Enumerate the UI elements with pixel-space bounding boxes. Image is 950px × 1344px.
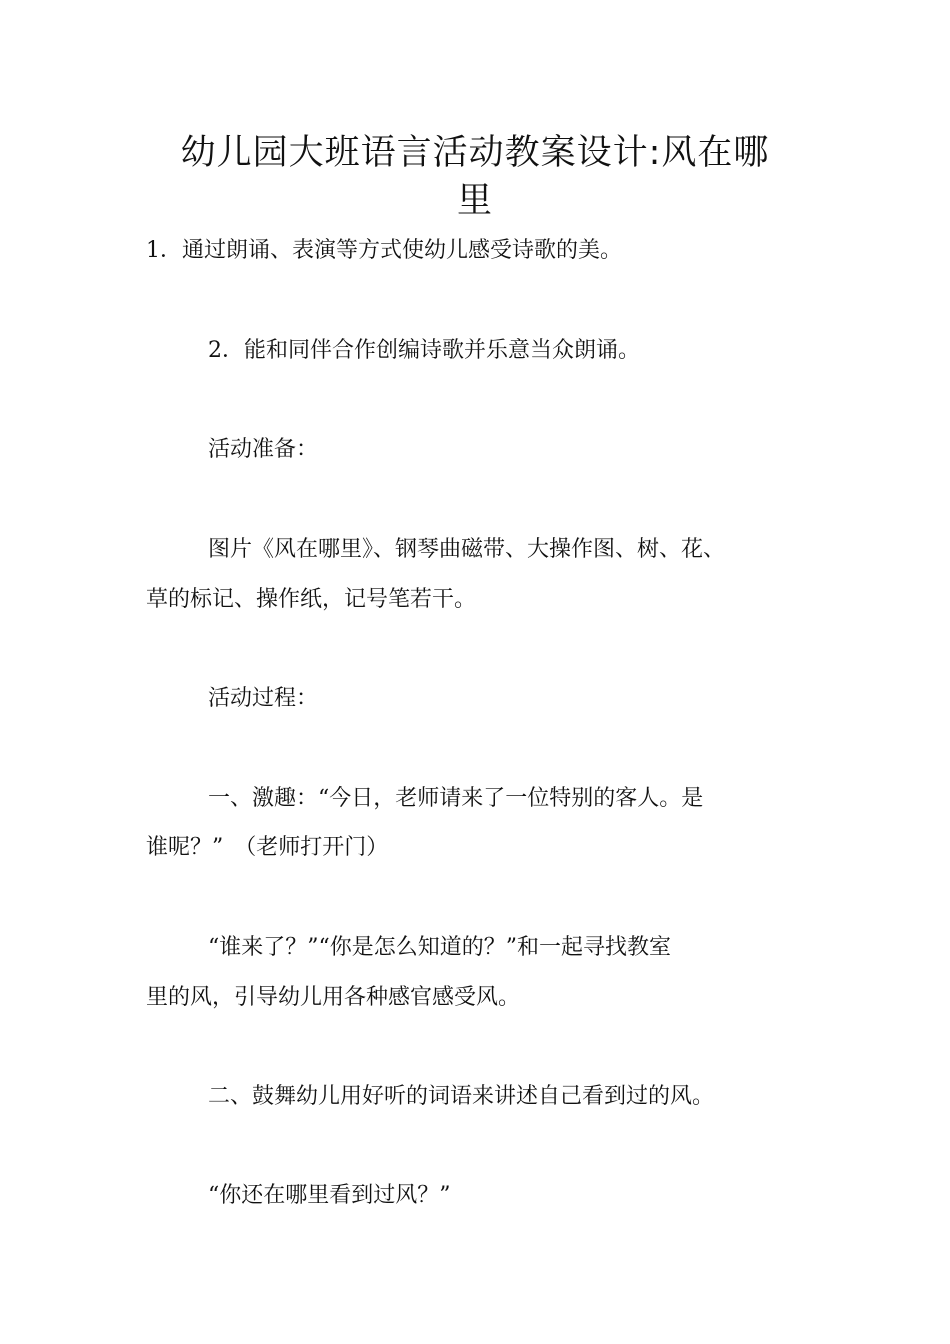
- step-1-questions-line-2: 里的风，引导幼儿用各种感官感受风。: [146, 985, 521, 1010]
- document-title-line-2: 里: [456, 181, 493, 221]
- step-2: 二、鼓舞幼儿用好听的词语来讲述自己看到过的风。: [208, 1084, 715, 1109]
- document-title-line-1: 幼儿园大班语言活动教案设计:风在哪: [180, 133, 770, 173]
- step-1-line-2: 谁呢？” （老师打开门）: [146, 835, 389, 860]
- step-2-question: “你还在哪里看到过风？”: [208, 1183, 451, 1208]
- preparation-text-line-2: 草的标记、操作纸，记号笔若干。: [146, 587, 477, 612]
- objective-1: 1．通过朗诵、表演等方式使幼儿感受诗歌的美。: [146, 238, 622, 263]
- section-heading-preparation: 活动准备：: [208, 437, 319, 462]
- step-1-questions-line-1: “谁来了？”“你是怎么知道的？”和一起寻找教室: [208, 935, 671, 960]
- objective-2: 2．能和同伴合作创编诗歌并乐意当众朗诵。: [208, 338, 640, 363]
- step-1-line-1: 一、激趣：“今日，老师请来了一位特别的客人。是: [208, 786, 704, 811]
- section-heading-process: 活动过程：: [208, 686, 319, 711]
- preparation-text-line-1: 图片《风在哪里》、钢琴曲磁带、大操作图、树、花、: [208, 537, 726, 562]
